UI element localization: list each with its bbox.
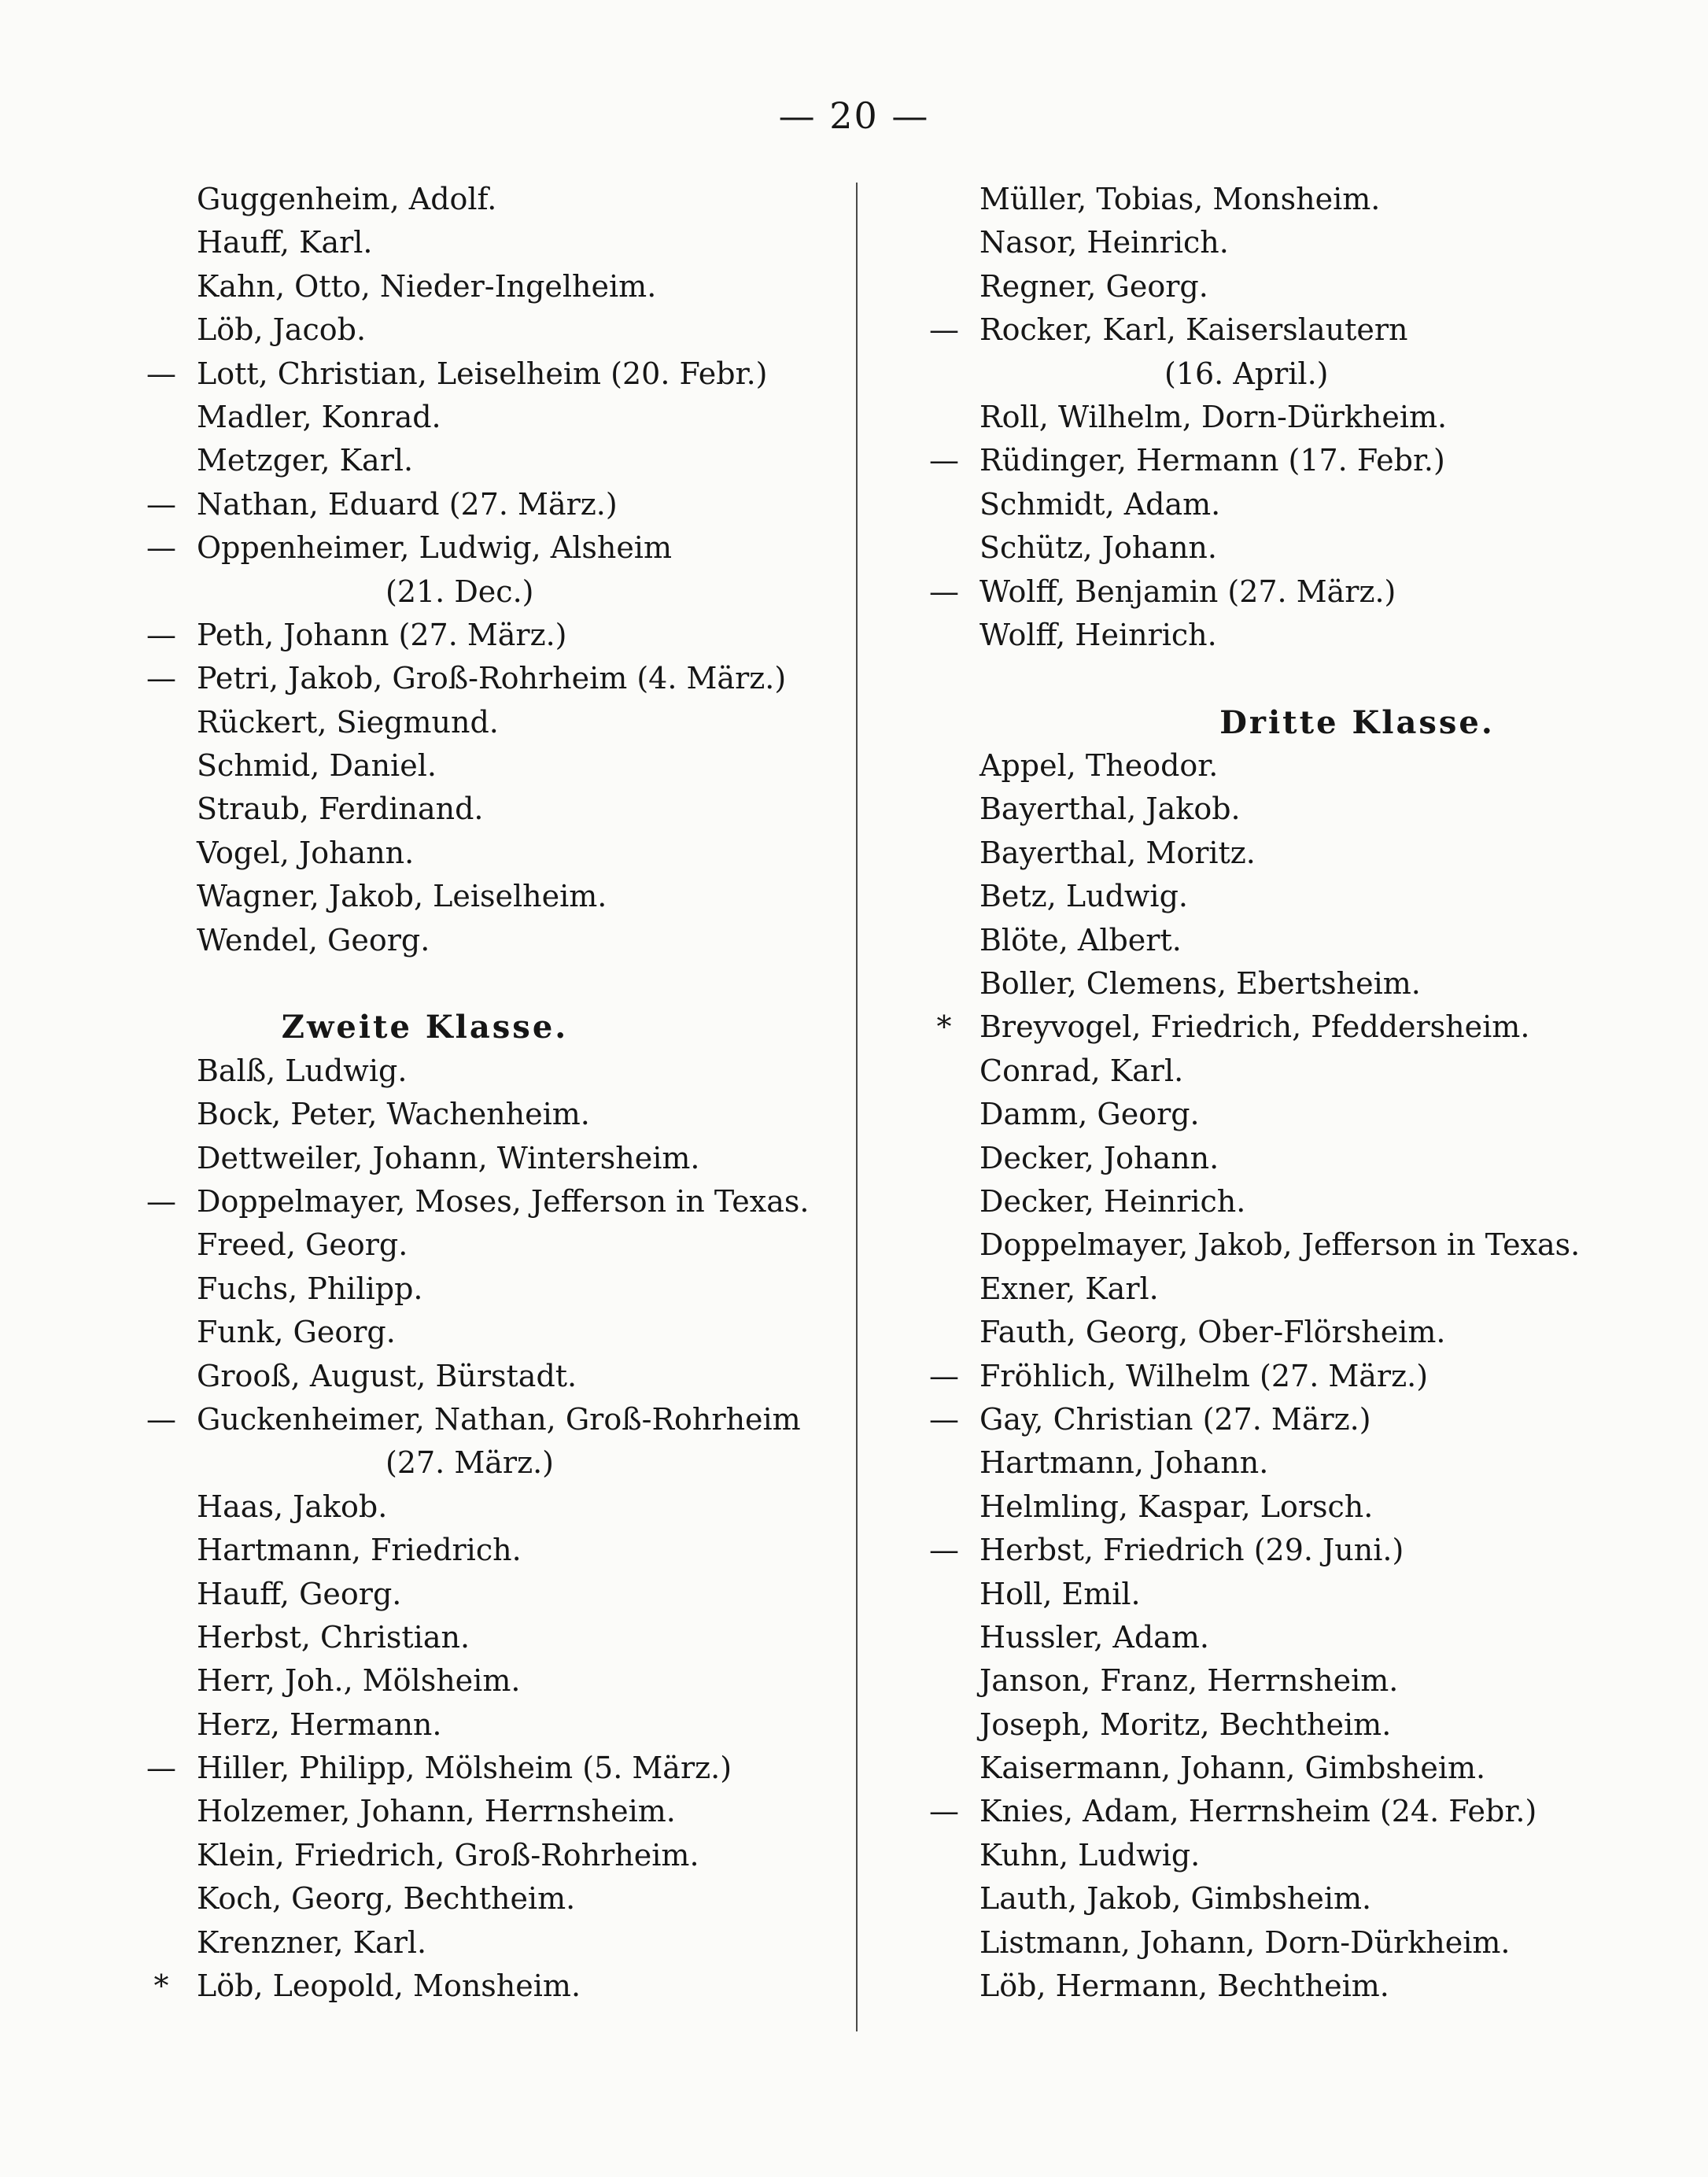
list-item (197, 1485, 842, 1529)
list-item (979, 1223, 1609, 1267)
entry-text: Klein, Friedrich, Groß-Rohrheim. (197, 1837, 699, 1873)
list-item (929, 308, 1609, 352)
entry-mark: — (146, 617, 176, 652)
list-item (146, 1398, 842, 1441)
entry-text: Straub, Ferdinand. (197, 791, 484, 827)
list-item (197, 875, 842, 918)
entry-text: Bayerthal, Jakob. (979, 791, 1241, 827)
entry-mark: — (146, 1401, 176, 1437)
entry-text: Löb, Jacob. (197, 312, 367, 348)
entry-text: Schmid, Daniel. (197, 748, 437, 784)
entry-text: (21. Dec.) (385, 574, 534, 609)
list-item (979, 1441, 1609, 1485)
entry-text: Schütz, Johann. (979, 530, 1217, 566)
entry-text: Koch, Georg, Bechtheim. (197, 1881, 576, 1917)
entry-text: Bock, Peter, Wachenheim. (197, 1097, 590, 1132)
list-item (979, 1659, 1609, 1703)
entry-text: Herbst, Friedrich (29. Juni.) (979, 1533, 1404, 1568)
list-item (979, 1877, 1609, 1921)
entry-text: Holzemer, Johann, Herrnsheim. (197, 1794, 676, 1829)
entry-mark: * (936, 1009, 952, 1045)
entry-text: Conrad, Karl. (979, 1053, 1184, 1088)
entry-text: Fauth, Georg, Ober-Flörsheim. (979, 1315, 1446, 1350)
entry-text: (27. März.) (385, 1445, 554, 1481)
left-column (146, 178, 842, 2008)
blank-line (197, 962, 842, 1005)
list-item (929, 570, 1609, 614)
entry-text: Janson, Franz, Herrnsheim. (979, 1663, 1399, 1699)
entry-text: Joseph, Moritz, Bechtheim. (979, 1707, 1392, 1742)
list-item (979, 1267, 1609, 1311)
entry-text: Decker, Heinrich. (979, 1183, 1246, 1219)
list-item (979, 1834, 1609, 1877)
list-item (146, 614, 842, 657)
list-item (979, 1965, 1609, 2008)
list-item (979, 265, 1609, 308)
list-item (197, 1093, 842, 1136)
page-number: — 20 — (778, 94, 930, 137)
entry-text: Dettweiler, Johann, Wintersheim. (197, 1140, 700, 1175)
entry-text: Müller, Tobias, Monsheim. (979, 182, 1381, 216)
entry-mark: — (146, 356, 176, 391)
column-divider (856, 183, 858, 2031)
list-item (197, 1616, 842, 1659)
list-item (979, 1050, 1609, 1093)
entry-text: Hussler, Adam. (979, 1619, 1209, 1655)
list-item-continuation (197, 570, 842, 614)
list-item (979, 396, 1609, 439)
list-item (979, 1616, 1609, 1659)
list-item (979, 526, 1609, 570)
entry-text: Wolff, Benjamin (27. März.) (979, 574, 1396, 609)
section-heading-text: Zweite Klasse. (281, 1009, 569, 1046)
list-item (979, 744, 1609, 788)
entry-text: Löb, Hermann, Bechtheim. (979, 1969, 1389, 2004)
list-item (197, 701, 842, 744)
list-item (197, 439, 842, 482)
entry-mark: — (146, 661, 176, 696)
entry-text: Rüdinger, Hermann (17. Febr.) (979, 443, 1445, 478)
list-item (146, 657, 842, 700)
entry-text: Metzger, Karl. (197, 443, 414, 478)
list-item (929, 1529, 1609, 1572)
list-item (197, 788, 842, 831)
entry-mark: — (929, 1358, 959, 1393)
list-item (979, 1311, 1609, 1354)
list-item (936, 1005, 1609, 1049)
list-item (979, 919, 1609, 962)
list-item (146, 1747, 842, 1790)
entry-text: Löb, Leopold, Monsheim. (197, 1969, 581, 2004)
list-item (146, 483, 842, 526)
entry-text: Exner, Karl. (979, 1271, 1159, 1306)
entry-mark: — (146, 1183, 176, 1219)
list-item (929, 1398, 1609, 1441)
entry-text: Roll, Wilhelm, Dorn-Dürkheim. (979, 399, 1448, 434)
list-item (197, 1703, 842, 1747)
list-item (979, 614, 1609, 657)
entry-mark: — (146, 486, 176, 522)
section-heading (979, 701, 1609, 744)
list-item (979, 221, 1609, 264)
entry-text: Hartmann, Friedrich. (197, 1533, 522, 1568)
entry-text: Appel, Theodor. (979, 748, 1219, 784)
entry-text: Nasor, Heinrich. (979, 225, 1229, 260)
entry-text: Rocker, Karl, Kaiserslautern (979, 312, 1408, 348)
list-item (979, 1137, 1609, 1180)
list-item (197, 308, 842, 352)
list-item-continuation (979, 352, 1609, 396)
entry-text: Guckenheimer, Nathan, Groß-Rohrheim (197, 1401, 801, 1437)
list-item (153, 1965, 842, 2008)
entry-text: Kaisermann, Johann, Gimbsheim. (979, 1751, 1486, 1786)
list-item (979, 788, 1609, 831)
list-item (979, 1921, 1609, 1965)
entry-text: Funk, Georg. (197, 1315, 396, 1350)
list-item (979, 1180, 1609, 1223)
entry-text: (16. April.) (1164, 356, 1329, 391)
entry-mark: * (153, 1969, 169, 2004)
entry-text: Herr, Joh., Mölsheim. (197, 1663, 521, 1699)
entry-text: Lauth, Jakob, Gimbsheim. (979, 1881, 1372, 1917)
list-item (979, 1573, 1609, 1616)
entry-mark: — (146, 1751, 176, 1786)
entry-mark: — (929, 443, 959, 478)
list-item (979, 875, 1609, 918)
list-item (197, 178, 842, 221)
entry-mark: — (929, 1794, 959, 1829)
entry-text: Doppelmayer, Jakob, Jefferson in Texas. (979, 1227, 1581, 1263)
list-item (197, 1355, 842, 1398)
entry-text: Herbst, Christian. (197, 1619, 470, 1655)
entry-text: Kuhn, Ludwig. (979, 1837, 1201, 1873)
list-item-continuation (197, 1441, 842, 1485)
list-item (979, 832, 1609, 875)
entry-text: Lott, Christian, Leiselheim (20. Febr.) (197, 356, 768, 391)
list-item (197, 1529, 842, 1572)
section-heading-text: Dritte Klasse. (1219, 703, 1495, 741)
entry-text: Oppenheimer, Ludwig, Alsheim (197, 530, 672, 566)
entry-text: Damm, Georg. (979, 1097, 1200, 1132)
list-item (979, 1747, 1609, 1790)
entry-text: Schmidt, Adam. (979, 486, 1221, 522)
entry-text: Rückert, Siegmund. (197, 704, 499, 740)
entry-text: Wendel, Georg. (197, 922, 430, 958)
list-item (979, 1485, 1609, 1529)
list-item (146, 526, 842, 570)
right-column (929, 178, 1609, 2008)
list-item (197, 832, 842, 875)
entry-text: Krenzner, Karl. (197, 1924, 427, 1960)
section-heading (197, 1005, 842, 1049)
list-item (197, 1311, 842, 1354)
list-item (979, 1093, 1609, 1136)
entry-text: Fröhlich, Wilhelm (27. März.) (979, 1358, 1429, 1393)
list-item (979, 962, 1609, 1005)
list-item (197, 1659, 842, 1703)
entry-text: Freed, Georg. (197, 1227, 408, 1263)
list-item (197, 1921, 842, 1965)
list-item (979, 1703, 1609, 1747)
list-item (979, 483, 1609, 526)
list-item (197, 1834, 842, 1877)
list-item (929, 1790, 1609, 1833)
entry-mark: — (929, 574, 959, 609)
entry-text: Madler, Konrad. (197, 399, 441, 434)
list-item (929, 1355, 1609, 1398)
list-item (197, 1790, 842, 1833)
entry-text: Holl, Emil. (979, 1576, 1141, 1611)
blank-line (979, 657, 1609, 700)
entry-text: Grooß, August, Bürstadt. (197, 1358, 577, 1393)
list-item (197, 744, 842, 788)
list-item (197, 1050, 842, 1093)
list-item (979, 178, 1609, 221)
entry-text: Decker, Johann. (979, 1140, 1219, 1175)
entry-text: Regner, Georg. (979, 268, 1208, 304)
entry-text: Balß, Ludwig. (197, 1053, 408, 1088)
list-item (197, 265, 842, 308)
list-item (146, 352, 842, 396)
entry-text: Knies, Adam, Herrnsheim (24. Febr.) (979, 1794, 1537, 1829)
entry-mark: — (146, 530, 176, 566)
list-item (197, 1137, 842, 1180)
entry-text: Herz, Hermann. (197, 1707, 442, 1742)
entry-text: Wagner, Jakob, Leiselheim. (197, 879, 607, 914)
list-item (146, 1180, 842, 1223)
list-item (929, 439, 1609, 482)
entry-text: Haas, Jakob. (197, 1489, 388, 1524)
entry-text: Nathan, Eduard (27. März.) (197, 486, 618, 522)
entry-text: Gay, Christian (27. März.) (979, 1401, 1371, 1437)
entry-text: Doppelmayer, Moses, Jefferson in Texas. (197, 1183, 810, 1219)
entry-text: Vogel, Johann. (197, 835, 415, 870)
entry-text: Helmling, Kaspar, Lorsch. (979, 1489, 1374, 1524)
entry-text: Listmann, Johann, Dorn-Dürkheim. (979, 1924, 1511, 1960)
entry-mark: — (929, 312, 959, 348)
entry-text: Petri, Jakob, Groß-Rohrheim (4. März.) (197, 661, 787, 696)
list-item (197, 221, 842, 264)
list-item (197, 1267, 842, 1311)
entry-text: Peth, Johann (27. März.) (197, 617, 567, 652)
list-item (197, 1223, 842, 1267)
entry-text: Boller, Clemens, Ebertsheim. (979, 966, 1421, 1002)
entry-text: Hauff, Karl. (197, 225, 373, 260)
entry-text: Hartmann, Johann. (979, 1445, 1269, 1481)
list-item (197, 1877, 842, 1921)
entry-text: Fuchs, Philipp. (197, 1271, 423, 1306)
list-item (197, 1573, 842, 1616)
entry-text: Bayerthal, Moritz. (979, 835, 1256, 870)
entry-text: Kahn, Otto, Nieder-Ingelheim. (197, 268, 657, 304)
entry-mark: — (929, 1533, 959, 1568)
entry-text: Breyvogel, Friedrich, Pfeddersheim. (979, 1009, 1530, 1045)
entry-text: Betz, Ludwig. (979, 879, 1188, 914)
entry-text: Guggenheim, Adolf. (197, 182, 497, 216)
entry-text: Hauff, Georg. (197, 1576, 402, 1611)
entry-text: Hiller, Philipp, Mölsheim (5. März.) (197, 1751, 732, 1786)
entry-text: Blöte, Albert. (979, 922, 1182, 958)
entry-mark: — (929, 1401, 959, 1437)
list-item (197, 396, 842, 439)
list-item (197, 919, 842, 962)
entry-text: Wolff, Heinrich. (979, 617, 1217, 652)
